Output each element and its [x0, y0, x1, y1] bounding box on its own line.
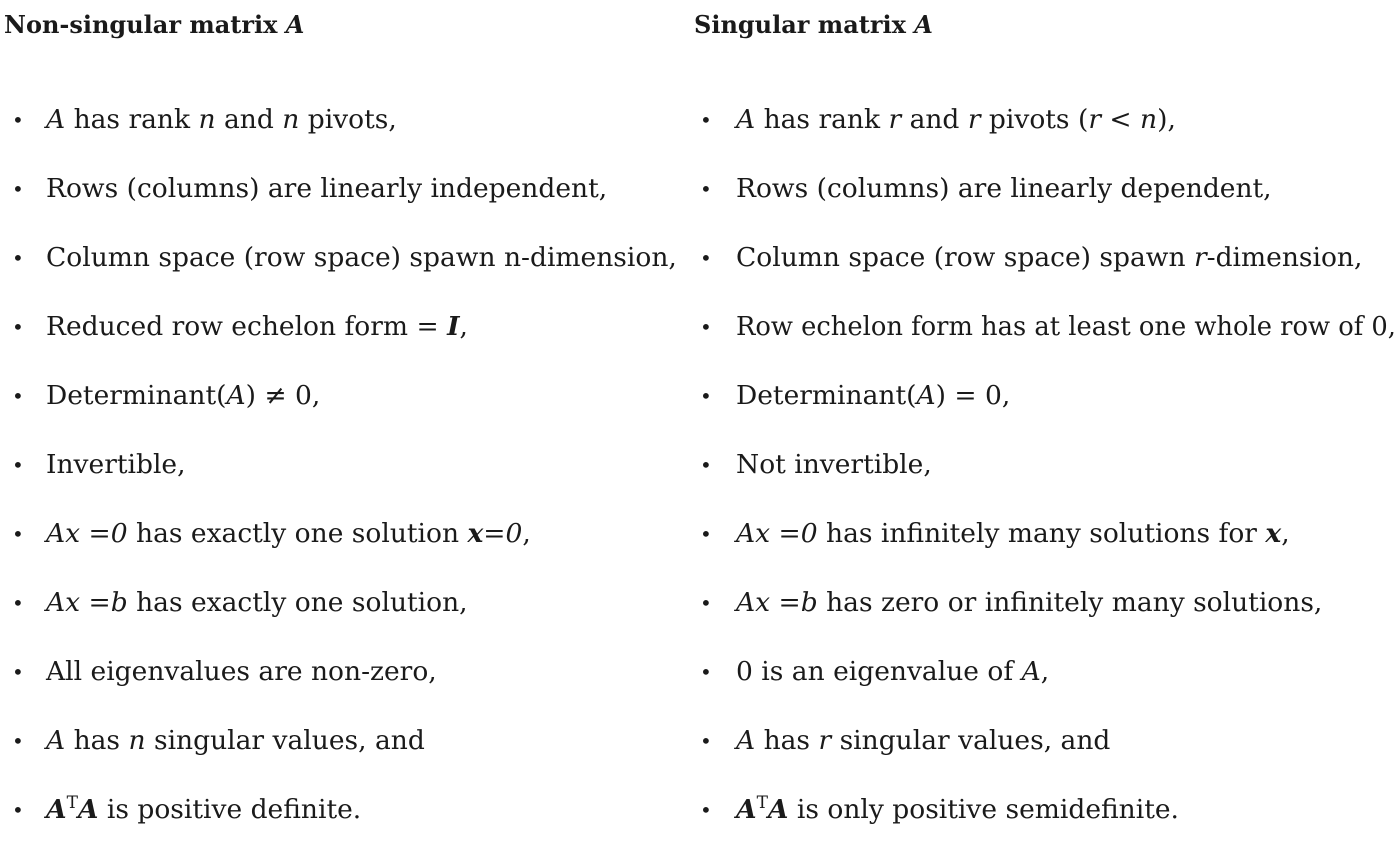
text-segment: n — [1140, 104, 1158, 135]
bullet-icon: • — [12, 108, 24, 132]
text-segment: , — [522, 518, 531, 549]
text-segment: A — [77, 794, 99, 825]
list-item-text — [46, 231, 677, 285]
text-segment: r — [967, 104, 981, 135]
bullet-icon: • — [700, 591, 712, 615]
bullet-icon: • — [700, 522, 712, 546]
bullet-icon: • — [700, 453, 712, 477]
text-segment: Ax =0 — [46, 518, 128, 549]
bullet-icon: • — [700, 315, 712, 339]
text-segment: Column space (row space) spawn — [736, 242, 1194, 273]
list-item-text — [46, 162, 607, 216]
list-item-text — [46, 507, 531, 561]
text-segment: A — [226, 380, 246, 411]
text-segment: T — [756, 793, 768, 814]
text-segment: pivots, — [299, 104, 397, 135]
text-segment: n — [128, 725, 146, 756]
list-item-text — [736, 783, 1179, 837]
text-segment: has rank — [755, 104, 889, 135]
text-segment: r — [888, 104, 902, 135]
text-segment: T — [66, 793, 78, 814]
text-segment: singular values, and — [145, 725, 425, 756]
text-segment: r — [1088, 104, 1101, 135]
text-segment: r — [818, 725, 832, 756]
text-segment: has rank — [65, 104, 199, 135]
list-item-text — [46, 714, 425, 768]
list-item-text — [736, 93, 1176, 147]
non-singular-heading — [4, 10, 304, 39]
list-item-text — [46, 783, 361, 837]
list-item-text — [736, 576, 1322, 630]
singular-heading — [694, 10, 933, 39]
bullet-icon: • — [700, 108, 712, 132]
bullet-icon: • — [12, 315, 24, 339]
list-item-text — [46, 93, 397, 147]
text-segment: , — [1281, 518, 1290, 549]
list-item-text — [46, 576, 468, 630]
list-item-text — [736, 507, 1290, 561]
text-segment: Row echelon form has at least one whole row of 0, — [736, 311, 1396, 342]
text-segment: Ax =0 — [736, 518, 818, 549]
text-segment: has exactly one solution, — [127, 587, 468, 618]
text-segment: A — [736, 794, 757, 825]
bullet-icon: • — [700, 384, 712, 408]
text-segment: Determinant( — [736, 380, 917, 411]
list-item-text — [736, 231, 1362, 285]
list-item-text — [736, 645, 1049, 699]
text-segment: I — [447, 311, 460, 342]
text-segment: ) = 0, — [935, 380, 1011, 411]
text-segment: A — [46, 725, 66, 756]
bullet-icon: • — [12, 177, 24, 201]
text-segment: Column space (row space) spawn n-dimension, — [46, 242, 677, 273]
text-segment: x — [1265, 518, 1282, 549]
bullet-icon: • — [12, 522, 24, 546]
text-segment: Reduced row echelon form = — [46, 311, 448, 342]
bullet-icon: • — [700, 246, 712, 270]
text-segment: , — [1040, 656, 1050, 687]
list-item-text — [736, 300, 1396, 354]
text-segment: has exactly one solution — [127, 518, 468, 549]
text-segment: < — [1100, 104, 1141, 135]
text-segment: A — [767, 794, 789, 825]
bullet-icon: • — [12, 798, 24, 822]
text-segment: Ax =b — [46, 587, 128, 618]
text-segment: singular values, and — [831, 725, 1111, 756]
text-segment: r — [1193, 242, 1207, 273]
text-segment: A — [916, 380, 936, 411]
heading-symbol: A — [285, 10, 305, 39]
list-item-text — [46, 645, 437, 699]
text-segment: A — [46, 794, 67, 825]
text-segment: ) ≠ 0, — [245, 380, 321, 411]
text-segment: has zero or infinitely many solutions, — [817, 587, 1323, 618]
text-segment: A — [46, 104, 66, 135]
bullet-icon: • — [12, 246, 24, 270]
bullet-icon: • — [12, 591, 24, 615]
text-segment: pivots ( — [980, 104, 1089, 135]
heading-symbol: A — [914, 10, 933, 39]
list-item-text — [736, 162, 1272, 216]
text-segment: Rows (columns) are linearly dependent, — [736, 173, 1272, 204]
text-segment: Ax =b — [736, 587, 818, 618]
text-segment: x — [467, 518, 484, 549]
text-segment: Invertible, — [46, 449, 186, 480]
list-item-text — [46, 369, 320, 423]
text-segment: has infinitely many solutions for — [817, 518, 1266, 549]
bullet-icon: • — [700, 798, 712, 822]
heading-text: Singular matrix — [694, 10, 906, 39]
text-segment: =0 — [483, 518, 523, 549]
bullet-icon: • — [12, 384, 24, 408]
text-segment: and — [901, 104, 968, 135]
list-item-text — [46, 300, 468, 354]
text-segment: ), — [1157, 104, 1176, 135]
text-segment: All eigenvalues are non-zero, — [46, 656, 437, 687]
text-segment: A — [1021, 656, 1041, 687]
list-item-text — [736, 714, 1110, 768]
text-segment: Rows (columns) are linearly independent, — [46, 173, 608, 204]
text-segment: Determinant( — [46, 380, 227, 411]
heading-text: Non-singular matrix — [4, 10, 278, 39]
text-segment: and — [215, 104, 283, 135]
bullet-icon: • — [700, 729, 712, 753]
list-item-text — [736, 369, 1010, 423]
text-segment: n — [198, 104, 216, 135]
list-item-text — [46, 438, 186, 492]
text-segment: has — [755, 725, 819, 756]
text-segment: is only positive semidefinite. — [788, 794, 1179, 825]
list-item-text — [736, 438, 932, 492]
text-segment: 0 is an eigenvalue of — [736, 656, 1022, 687]
bullet-icon: • — [12, 453, 24, 477]
text-segment: is positive definite. — [98, 794, 362, 825]
text-segment: -dimension, — [1206, 242, 1363, 273]
bullet-icon: • — [700, 660, 712, 684]
text-segment: A — [736, 725, 756, 756]
bullet-icon: • — [12, 660, 24, 684]
text-segment: has — [65, 725, 129, 756]
text-segment: , — [459, 311, 468, 342]
bullet-icon: • — [12, 729, 24, 753]
text-segment: Not invertible, — [736, 449, 932, 480]
text-segment: A — [736, 104, 756, 135]
bullet-icon: • — [700, 177, 712, 201]
text-segment: n — [282, 104, 300, 135]
